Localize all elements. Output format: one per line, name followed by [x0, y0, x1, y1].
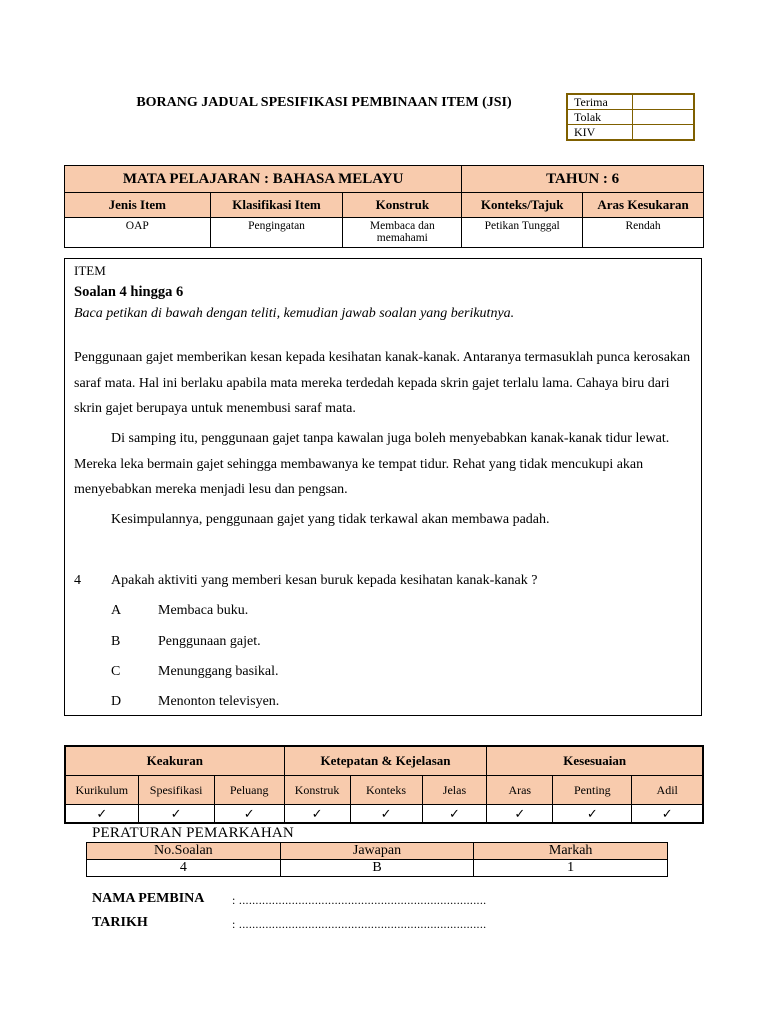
- tarikh-label: TARIKH: [92, 915, 148, 930]
- item-heading: Soalan 4 hingga 6: [74, 284, 184, 300]
- criterion-spesifikasi: Spesifikasi: [138, 776, 214, 805]
- check-icon: ✓: [214, 805, 284, 824]
- check-icon: ✓: [350, 805, 422, 824]
- value-jenis-item: OAP: [65, 218, 211, 248]
- check-icon: ✓: [422, 805, 487, 824]
- option-letter-d: D: [111, 694, 122, 709]
- header-aras-kesukaran: Aras Kesukaran: [583, 193, 704, 218]
- passage-paragraph-1: Penggunaan gajet memberikan kesan kepada kesihatan kanak-kanak. Antaranya termasuklah punca kerosakan saraf mata. Hal ini berlaku apabila mata mereka terdedah kepada skrin gajet terlalu lama. Cahaya biru dari skrin gajet berupaya untuk menembusi saraf mata.: [74, 350, 691, 416]
- group-ketepatan-kejelasan: Ketepatan & Kejelasan: [284, 746, 487, 776]
- status-row-kiv: [567, 125, 694, 141]
- header-klasifikasi-item: Klasifikasi Item: [210, 193, 343, 218]
- passage-paragraph-3-text: Kesimpulannya, penggunaan gajet yang tidak terkawal akan membawa padah.: [111, 512, 550, 527]
- criterion-jelas: Jelas: [422, 776, 487, 805]
- form-title: BORANG JADUAL SPESIFIKASI PEMBINAAN ITEM (JSI): [136, 95, 512, 110]
- marking-header-markah: Markah: [474, 843, 668, 860]
- value-konstruk: [343, 218, 462, 248]
- check-icon: ✓: [553, 805, 632, 824]
- passage-paragraph-3: [74, 507, 699, 533]
- question-text: Apakah aktiviti yang memberi kesan buruk kepada kesihatan kanak-kanak ?: [111, 573, 538, 588]
- option-text-b: Penggunaan gajet.: [158, 634, 261, 649]
- option-text-d: Menonton televisyen.: [158, 694, 280, 709]
- status-value-field[interactable]: [633, 110, 695, 125]
- check-icon: ✓: [632, 805, 703, 824]
- criterion-konstruk: Konstruk: [284, 776, 350, 805]
- nama-pembina-field[interactable]: : ...........................................................................: [232, 893, 487, 907]
- option-text-a: Membaca buku.: [158, 603, 249, 618]
- option-letter-a: A: [111, 603, 122, 618]
- item-label: ITEM: [74, 263, 106, 278]
- check-icon: ✓: [284, 805, 350, 824]
- status-box: [566, 93, 695, 141]
- status-row-tolak: [567, 110, 694, 125]
- status-value-field[interactable]: [633, 125, 695, 141]
- marking-header-jawapan: Jawapan: [280, 843, 474, 860]
- marking-value-jawapan: B: [280, 860, 474, 877]
- group-kesesuaian: Kesesuaian: [487, 746, 703, 776]
- marking-title: PERATURAN PEMARKAHAN: [92, 825, 294, 841]
- criterion-aras: Aras: [487, 776, 553, 805]
- nama-pembina-label: NAMA PEMBINA: [92, 891, 205, 906]
- value-konstruk-text: Membaca dan memahami: [369, 220, 435, 244]
- passage-paragraph-2: [74, 426, 699, 503]
- tarikh-field[interactable]: : ...........................................................................: [232, 917, 487, 931]
- status-label: Tolak: [567, 110, 633, 125]
- check-icon: ✓: [138, 805, 214, 824]
- subject-table: [64, 165, 704, 248]
- header-jenis-item: Jenis Item: [65, 193, 211, 218]
- header-konstruk: Konstruk: [343, 193, 462, 218]
- option-letter-c: C: [111, 664, 121, 679]
- group-keakuran: Keakuran: [65, 746, 284, 776]
- quality-table: [64, 745, 704, 824]
- check-icon: ✓: [65, 805, 138, 824]
- marking-value-markah: 1: [474, 860, 668, 877]
- tahun-label: TAHUN : 6: [462, 166, 704, 193]
- marking-header-no-soalan: No.Soalan: [87, 843, 281, 860]
- criterion-konteks: Konteks: [350, 776, 422, 805]
- item-instruction: Baca petikan di bawah dengan teliti, kemudian jawab soalan yang berikutnya.: [74, 306, 515, 321]
- value-aras-kesukaran: Rendah: [583, 218, 704, 248]
- mata-pelajaran-label: MATA PELAJARAN : BAHASA MELAYU: [65, 166, 462, 193]
- status-label: Terima: [567, 94, 633, 110]
- option-text-c: Menunggang basikal.: [158, 664, 279, 679]
- status-row-terima: [567, 94, 694, 110]
- criterion-peluang: Peluang: [214, 776, 284, 805]
- marking-value-no-soalan: 4: [87, 860, 281, 877]
- header-konteks: Konteks/Tajuk: [462, 193, 583, 218]
- status-value-field[interactable]: [633, 94, 695, 110]
- check-icon: ✓: [487, 805, 553, 824]
- criterion-kurikulum: Kurikulum: [65, 776, 138, 805]
- value-konteks: Petikan Tunggal: [462, 218, 583, 248]
- criterion-adil: Adil: [632, 776, 703, 805]
- value-klasifikasi-item: Pengingatan: [210, 218, 343, 248]
- question-number: 4: [74, 573, 81, 588]
- option-letter-b: B: [111, 634, 121, 649]
- item-box: [64, 258, 702, 716]
- criterion-penting: Penting: [553, 776, 632, 805]
- marking-table: [86, 842, 668, 877]
- passage-paragraph-2-text: Di samping itu, penggunaan gajet tanpa kawalan juga boleh menyebabkan kanak-kanak tidur lewat. Mereka leka bermain gajet sehingga membawanya ke tempat tidur. Rehat yang tidak mencukupi akan menyebabkan mereka menjadi lesu dan pengsan.: [74, 431, 670, 497]
- status-label: KIV: [567, 125, 633, 141]
